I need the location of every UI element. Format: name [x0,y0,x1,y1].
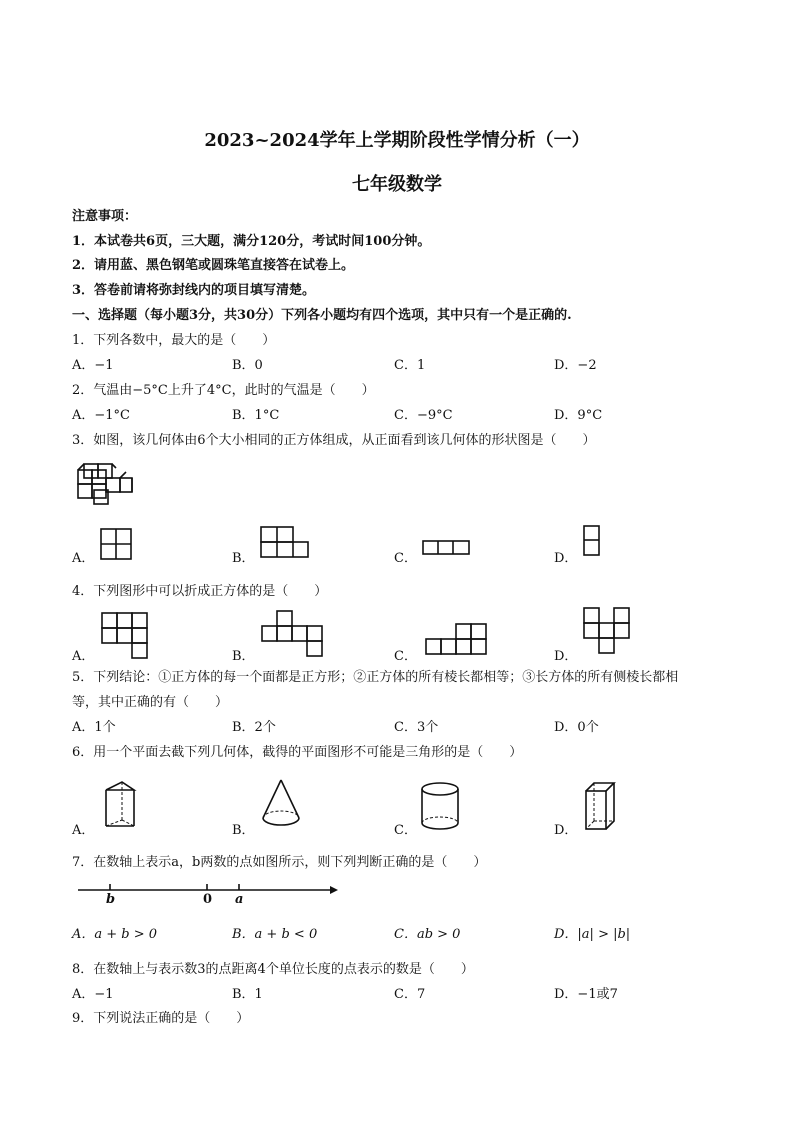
cube-net-c [424,622,490,658]
number-line-label-a: a [235,892,244,907]
option-a: A．a + b > 0 [72,927,158,942]
triangular-prism-figure [100,780,140,832]
number-line-label-zero: 0 [203,892,213,907]
option-d: D． [554,823,578,838]
option-c: C．1 [394,358,426,373]
rectangular-prism-figure [584,781,618,833]
option-c: C．−9°C [394,408,453,423]
option-c: C． [394,649,417,664]
option-d: D． [554,551,578,566]
option-b: B． [232,551,255,566]
option-d: D．0个 [554,720,599,735]
option-b: B．1 [232,987,263,1002]
option-d: D．9°C [554,408,603,423]
front-view-c [422,540,472,556]
option-a: A． [72,823,95,838]
question-stem: 5．下列结论：①正方体的每一个面都是正方形；②正方体的所有棱长都相等；③长方体的所有侧棱长都相 [72,670,679,685]
option-a: A． [72,649,95,664]
option-c: C．3个 [394,720,439,735]
question-stem: 4．下列图形中可以折成正方体的是（ ） [72,584,328,599]
number-line-label-b: b [106,892,116,907]
note-item: 2．请用蓝、黑色钢笔或圆珠笔直接答在试卷上。 [72,258,355,273]
option-a: A．−1 [72,358,114,373]
option-b: B．0 [232,358,263,373]
option-b: B．2个 [232,720,276,735]
front-view-d [583,525,601,557]
cube-solid-figure [76,462,136,506]
option-b: B． [232,823,255,838]
front-view-b [260,526,310,560]
option-c: C． [394,551,417,566]
option-a: A．−1 [72,987,114,1002]
option-d: D．|a| > |b| [554,927,631,942]
option-b: B．a + b < 0 [232,927,318,942]
option-d: D． [554,649,578,664]
front-view-a [100,528,134,560]
question-stem: 8．在数轴上与表示数3的点距离4个单位长度的点表示的数是（ ） [72,962,474,977]
section-heading: 一、选择题（每小题3分，共30分）下列各小题均有四个选项，其中只有一个是正确的. [72,308,572,323]
exam-title: 2023~2024学年上学期阶段性学情分析（一） [204,130,590,151]
option-a: A． [72,551,95,566]
option-a: A．1个 [72,720,116,735]
option-a: A．−1°C [72,408,130,423]
option-c: C．7 [394,987,426,1002]
note-item: 3．答卷前请将弥封线内的项目填写清楚。 [72,283,316,298]
question-stem-continued: 等，其中正确的有（ ） [72,695,229,710]
option-d: D．−2 [554,358,597,373]
option-b: B． [232,649,255,664]
cylinder-figure [420,781,464,833]
question-stem: 2．气温由−5°C上升了4°C，此时的气温是（ ） [72,383,375,398]
option-b: B．1°C [232,408,280,423]
question-stem: 6．用一个平面去截下列几何体，截得的平面图形不可能是三角形的是（ ） [72,745,523,760]
question-stem: 3．如图，该几何体由6个大小相同的正方体组成，从正面看到该几何体的形状图是（ ） [72,433,596,448]
question-stem: 1．下列各数中，最大的是（ ） [72,333,276,348]
option-c: C．ab > 0 [394,927,461,942]
cone-figure [260,778,304,832]
option-d: D．−1或7 [554,987,618,1002]
cube-net-b [260,609,326,657]
exam-subtitle: 七年级数学 [352,174,442,195]
option-c: C． [394,823,417,838]
question-stem: 7．在数轴上表示a，b两数的点如图所示，则下列判断正确的是（ ） [72,855,487,870]
notes-heading: 注意事项： [72,209,138,224]
cube-net-a [100,611,152,659]
cube-net-d [582,606,632,658]
question-stem: 9．下列说法正确的是（ ） [72,1011,250,1026]
note-item: 1．本试卷共6页，三大题，满分120分，考试时间100分钟。 [72,234,431,249]
